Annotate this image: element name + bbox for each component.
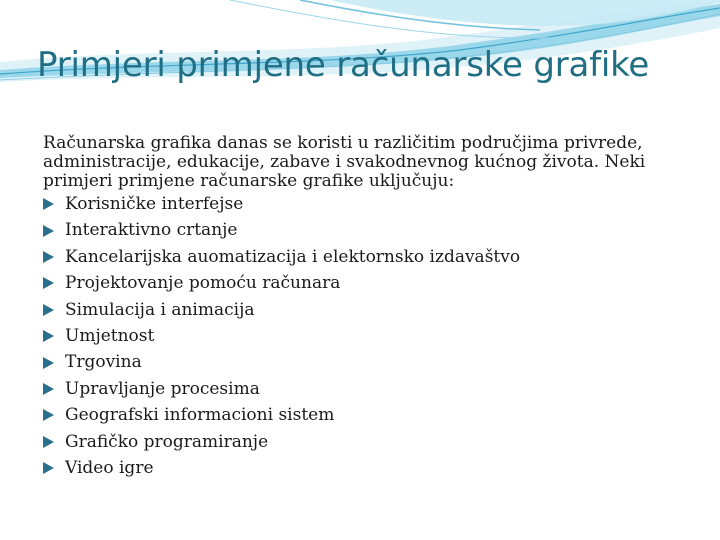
- bullet-item: [43, 191, 698, 217]
- arrow-bullet-icon: [43, 462, 54, 474]
- slide-title: Primjeri primjene računarske grafike: [37, 45, 650, 85]
- bullet-item: [43, 297, 698, 323]
- bullet-item: [43, 244, 698, 270]
- arrow-bullet-icon: [43, 357, 54, 369]
- bullet-label: Geografski informacioni sistem: [65, 405, 335, 426]
- bullet-label: Interaktivno crtanje: [65, 220, 238, 241]
- bullet-item: [43, 349, 698, 375]
- bullet-item: [43, 455, 698, 481]
- bullet-item: [43, 323, 698, 349]
- bullet-item: [43, 270, 698, 296]
- bullet-item: [43, 402, 698, 428]
- bullet-item: [43, 376, 698, 402]
- arrow-bullet-icon: [43, 330, 54, 342]
- bullet-item: [43, 429, 698, 455]
- bullet-item: [43, 217, 698, 243]
- bullet-label: Upravljanje procesima: [65, 378, 260, 399]
- bullet-label: Projektovanje pomoću računara: [65, 273, 341, 294]
- bullet-label: Simulacija i animacija: [65, 299, 255, 320]
- arrow-bullet-icon: [43, 304, 54, 316]
- arrow-bullet-icon: [43, 225, 54, 237]
- bullet-label: Grafičko programiranje: [65, 431, 269, 452]
- bullet-list: [43, 191, 698, 481]
- bullet-label: Trgovina: [65, 352, 142, 373]
- arrow-bullet-icon: [43, 383, 54, 395]
- arrow-bullet-icon: [43, 277, 54, 289]
- arrow-bullet-icon: [43, 409, 54, 421]
- bullet-label: Kancelarijska auomatizacija i elektornsko izdavaštvo: [65, 246, 521, 267]
- intro-paragraph: Računarska grafika danas se koristi u različitim područjima privrede, administracije, edukacije, zabave i svakodnevnog kućnog života. Neki primjeri primjene računarske grafike uključuju:: [43, 133, 646, 191]
- bullet-label: Korisničke interfejse: [65, 194, 244, 214]
- arrow-bullet-icon: [43, 198, 54, 210]
- bullet-label: Umjetnost: [65, 325, 155, 346]
- bullet-label: Video igre: [65, 457, 154, 478]
- arrow-bullet-icon: [43, 436, 54, 448]
- slide-body: [43, 134, 698, 481]
- arrow-bullet-icon: [43, 251, 54, 263]
